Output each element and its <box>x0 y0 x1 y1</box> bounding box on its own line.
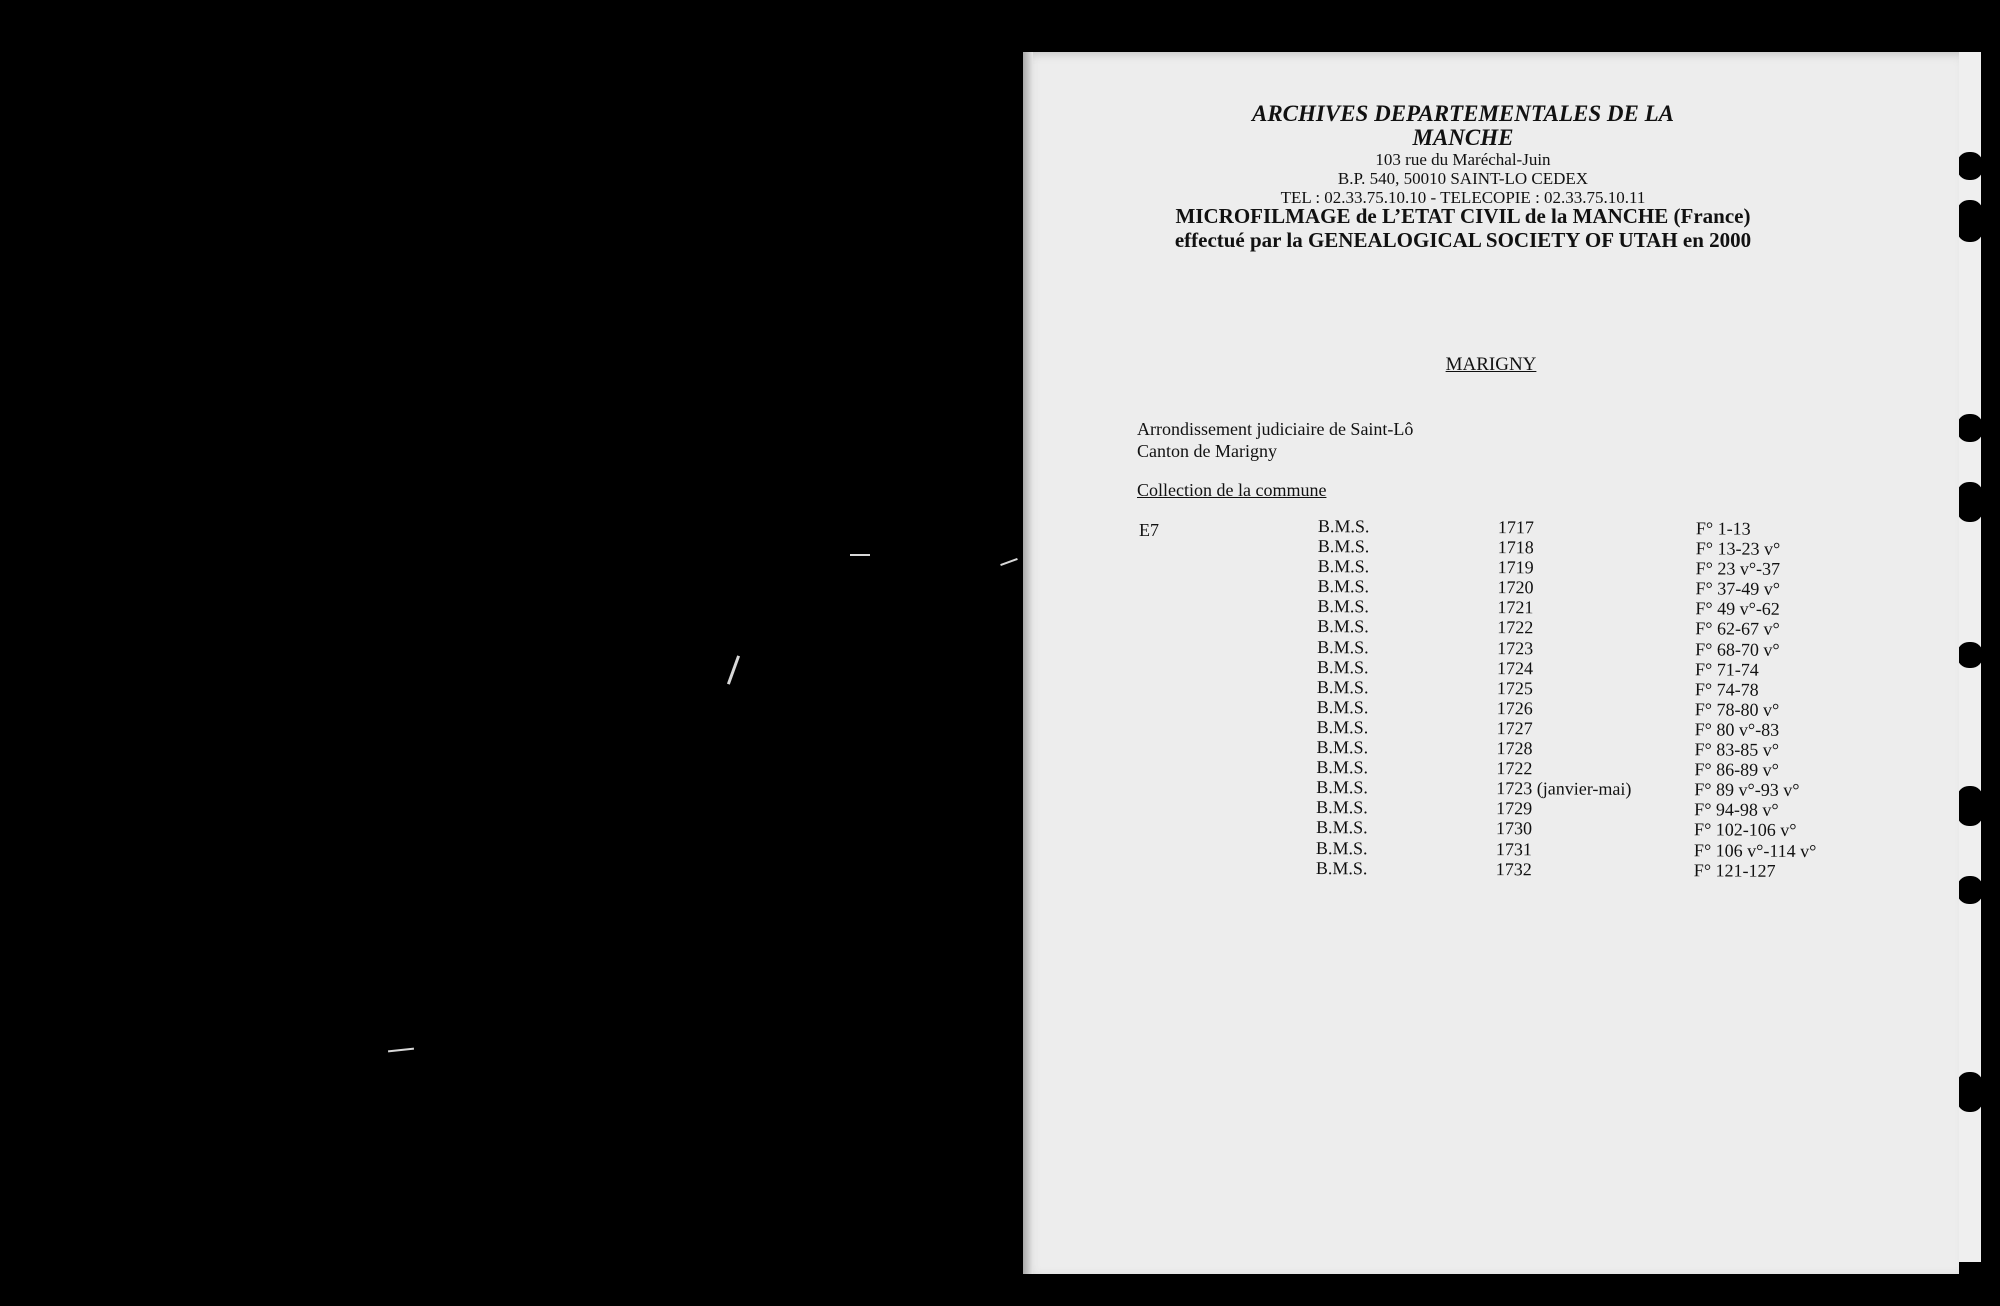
record-folio: F° 94-98 v° <box>1694 799 1779 821</box>
film-perforation <box>1957 642 1983 668</box>
film-perforation <box>1957 1072 1983 1112</box>
record-folio: F° 78-80 v° <box>1694 699 1780 720</box>
record-folio: F° 71-74 <box>1695 658 1759 680</box>
contact-line: TEL : 02.33.75.10.10 - TELECOPIE : 02.33.75.10.11 <box>1280 188 1646 207</box>
record-type: B.M.S. <box>1316 797 1368 818</box>
record-type: B.M.S. <box>1317 556 1370 577</box>
record-type: B.M.S. <box>1316 777 1368 798</box>
record-folio: F° 89 v°-93 v° <box>1694 779 1800 801</box>
record-year: 1719 <box>1497 557 1534 578</box>
record-folio: F° 80 v°-83 <box>1694 719 1780 740</box>
record-year: 1718 <box>1497 537 1534 558</box>
record-folio: F° 13-23 v° <box>1695 538 1781 559</box>
archive-name: ARCHIVES DEPARTEMENTALES DE LA MANCHE <box>1252 101 1674 150</box>
film-perforation <box>1957 200 1983 242</box>
record-year: 1730 <box>1496 818 1533 839</box>
film-perforation <box>1957 414 1983 442</box>
film-scratch <box>727 655 740 684</box>
film-perforation <box>1957 152 1983 180</box>
title-line-1: MICROFILMAGE de L’ETAT CIVIL de la MANCHE (France) <box>1175 204 1751 228</box>
record-year: 1725 <box>1496 677 1534 699</box>
record-folio: F° 106 v°-114 v° <box>1693 839 1817 861</box>
record-type: B.M.S. <box>1317 656 1369 677</box>
address-line: 103 rue du Maréchal-Juin <box>1375 150 1551 169</box>
record-year: 1722 <box>1496 758 1533 779</box>
postal-line: B.P. 540, 50010 SAINT-LO CEDEX <box>1337 169 1589 188</box>
record-year: 1726 <box>1496 697 1533 719</box>
record-type: B.M.S. <box>1316 817 1368 838</box>
record-folio: F° 121-127 <box>1693 859 1776 881</box>
letterhead <box>1223 102 1703 207</box>
record-type: B.M.S. <box>1315 837 1368 858</box>
record-folio: F° 68-70 v° <box>1695 638 1780 660</box>
records-table <box>1315 516 1817 881</box>
page-shadow <box>1023 52 1033 1274</box>
record-folio: F° 74-78 <box>1694 679 1759 700</box>
film-perforation <box>1957 482 1983 522</box>
record-folio: F° 86-89 v° <box>1694 759 1779 780</box>
record-year: 1731 <box>1495 838 1533 859</box>
arrondissement-line: Arrondissement judiciaire de Saint-Lô <box>1137 419 1414 439</box>
record-type: B.M.S. <box>1317 536 1370 557</box>
canton-line: Canton de Marigny <box>1137 441 1277 461</box>
record-type: B.M.S. <box>1316 696 1369 718</box>
jurisdiction-info <box>1137 418 1413 462</box>
record-type: B.M.S. <box>1316 676 1369 698</box>
record-year: 1727 <box>1496 718 1533 739</box>
record-year: 1722 <box>1497 617 1534 638</box>
record-year: 1721 <box>1497 597 1534 618</box>
record-type: B.M.S. <box>1317 636 1369 657</box>
document-title <box>1113 204 1813 252</box>
film-scratch <box>850 554 870 556</box>
record-folio: F° 37-49 v° <box>1695 578 1781 600</box>
record-type: B.M.S. <box>1316 716 1369 738</box>
commune-heading: MARIGNY <box>1445 354 1537 375</box>
film-perforation <box>1957 876 1983 904</box>
record-folio: F° 83-85 v° <box>1694 739 1780 760</box>
record-type: B.M.S. <box>1316 757 1369 778</box>
record-folio: F° 102-106 v° <box>1694 819 1797 841</box>
document-page <box>1023 52 1959 1274</box>
record-type: B.M.S. <box>1315 857 1368 878</box>
record-type: B.M.S. <box>1317 596 1370 617</box>
record-folio: F° 1-13 <box>1695 518 1751 539</box>
record-type: B.M.S. <box>1317 516 1370 537</box>
film-scratch <box>388 1048 414 1053</box>
film-scratch <box>1000 558 1018 566</box>
record-year: 1724 <box>1497 657 1534 678</box>
record-year: 1732 <box>1495 858 1532 879</box>
record-folio: F° 23 v°-37 <box>1695 558 1781 580</box>
record-type: B.M.S. <box>1316 737 1369 758</box>
archive-cote: E7 <box>1139 520 1159 540</box>
record-year: 1717 <box>1497 517 1534 538</box>
record-type: B.M.S. <box>1317 616 1369 637</box>
record-year: 1723 <box>1497 637 1534 658</box>
record-folio: F° 62-67 v° <box>1695 618 1780 640</box>
record-year: 1720 <box>1497 577 1534 598</box>
record-type: B.M.S. <box>1317 576 1370 597</box>
film-perforation <box>1957 786 1983 826</box>
record-year: 1723 (janvier-mai) <box>1496 778 1632 800</box>
record-year: 1729 <box>1496 798 1533 819</box>
record-folio: F° 49 v°-62 <box>1695 598 1780 620</box>
collection-heading: Collection de la commune <box>1137 480 1327 500</box>
title-line-2: effectué par la GENEALOGICAL SOCIETY OF UTAH en 2000 <box>1174 228 1752 252</box>
record-year: 1728 <box>1496 738 1533 759</box>
